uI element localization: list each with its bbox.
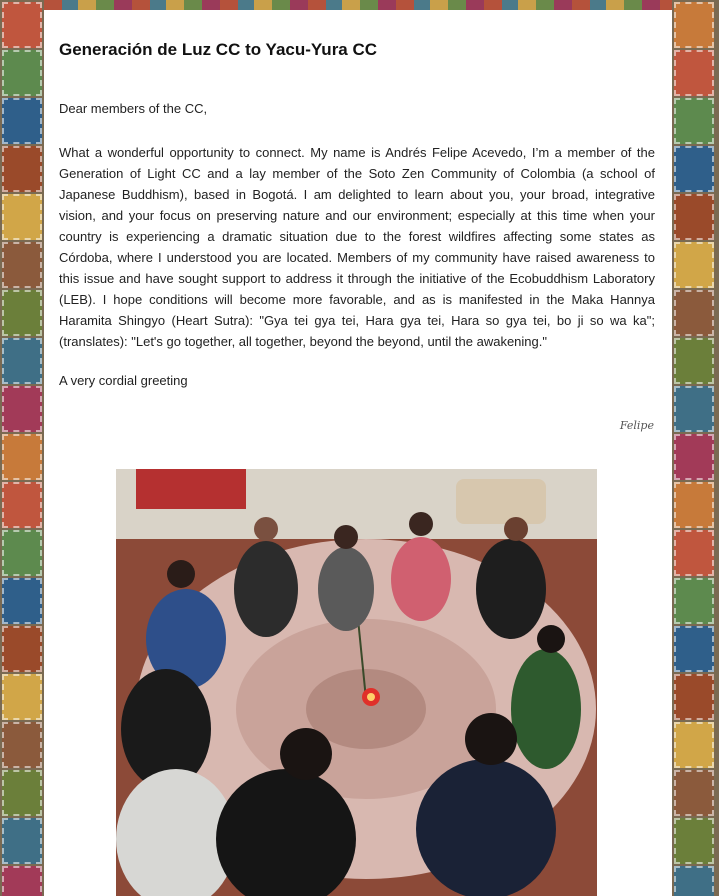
person	[476, 539, 546, 639]
postage-stamp	[2, 194, 42, 240]
postage-stamp	[2, 242, 42, 288]
person-head	[537, 625, 565, 653]
letter-body: What a wonderful opportunity to connect. My name is Andrés Felipe Acevedo, I’m a member of the Generation of Light CC and a lay member of the Soto Zen Community of Colombia (a school of Japanese Buddhism), based in Bogotá. I am delighted to learn about you, your broad, integrative vision, and your focus on preserving nature and our environment; especially at this time when your country is experiencing a dramatic situation due to the forest wildfires affecting some states as Córdoba, where I understood you are located. Members of my community have raised awareness to this issue and have sought support to address it through the initiative of the Ecobuddhism Laboratory (LEB). I hope conditions will become more favorable, and as is manifested in the Maka Hannya Haramita Shingyo (Heart Sutra): "Gya tei gya tei, Hara gya tei, Hara so gya tei, bo ji so wa ka"; (translates): "Let's go together, all together, beyond the beyond, until the awakening."	[59, 145, 655, 349]
photo-illustration	[116, 469, 597, 896]
postage-stamp	[2, 866, 42, 896]
stamp-border-right	[672, 0, 719, 896]
postage-stamp	[2, 578, 42, 624]
letter-title: Generación de Luz CC to Yacu-Yura CC	[59, 40, 378, 59]
postage-stamp	[2, 722, 42, 768]
postage-stamp	[674, 434, 714, 480]
postage-stamp	[2, 482, 42, 528]
postage-stamp	[674, 2, 714, 48]
postage-stamp	[674, 530, 714, 576]
postage-stamp	[2, 434, 42, 480]
person	[318, 547, 374, 631]
postage-stamp	[2, 818, 42, 864]
postage-stamp	[674, 194, 714, 240]
postage-stamp	[674, 290, 714, 336]
postage-stamp	[2, 386, 42, 432]
person-head	[409, 512, 433, 536]
postage-stamp	[674, 146, 714, 192]
person	[511, 649, 581, 769]
postage-stamp	[674, 866, 714, 896]
person-head	[334, 525, 358, 549]
postage-stamp	[674, 674, 714, 720]
letter-salutation: Dear members of the CC,	[59, 101, 208, 116]
candle-flame	[367, 693, 375, 701]
person-head	[465, 713, 517, 765]
letter-page	[44, 10, 672, 896]
armchair	[456, 479, 546, 524]
person-head	[504, 517, 528, 541]
postage-stamp	[2, 2, 42, 48]
postage-stamp	[674, 818, 714, 864]
wall-painting	[136, 469, 246, 509]
postage-stamp	[2, 50, 42, 96]
postage-stamp	[674, 50, 714, 96]
person-head	[254, 517, 278, 541]
postage-stamp	[2, 290, 42, 336]
postage-stamp	[674, 626, 714, 672]
postage-stamp	[674, 98, 714, 144]
person-head	[167, 560, 195, 588]
postage-stamp	[2, 338, 42, 384]
group-meditation-photo	[116, 469, 597, 896]
postage-stamp	[674, 482, 714, 528]
postage-stamp	[2, 674, 42, 720]
postage-stamp	[2, 626, 42, 672]
postage-stamp	[674, 770, 714, 816]
postage-stamp	[674, 338, 714, 384]
stamp-border-top	[44, 0, 672, 10]
postage-stamp	[2, 770, 42, 816]
letter-signature: Felipe	[619, 419, 654, 432]
stamp-border-left	[0, 0, 44, 896]
person	[416, 759, 556, 896]
postage-stamp	[2, 98, 42, 144]
letter-closing: A very cordial greeting	[59, 373, 188, 388]
person	[391, 537, 451, 621]
postage-stamp	[674, 578, 714, 624]
postage-stamp	[674, 242, 714, 288]
postage-stamp	[2, 530, 42, 576]
person-head	[280, 728, 332, 780]
postage-stamp	[674, 386, 714, 432]
person	[234, 541, 298, 637]
postage-stamp	[674, 722, 714, 768]
postage-stamp	[2, 146, 42, 192]
